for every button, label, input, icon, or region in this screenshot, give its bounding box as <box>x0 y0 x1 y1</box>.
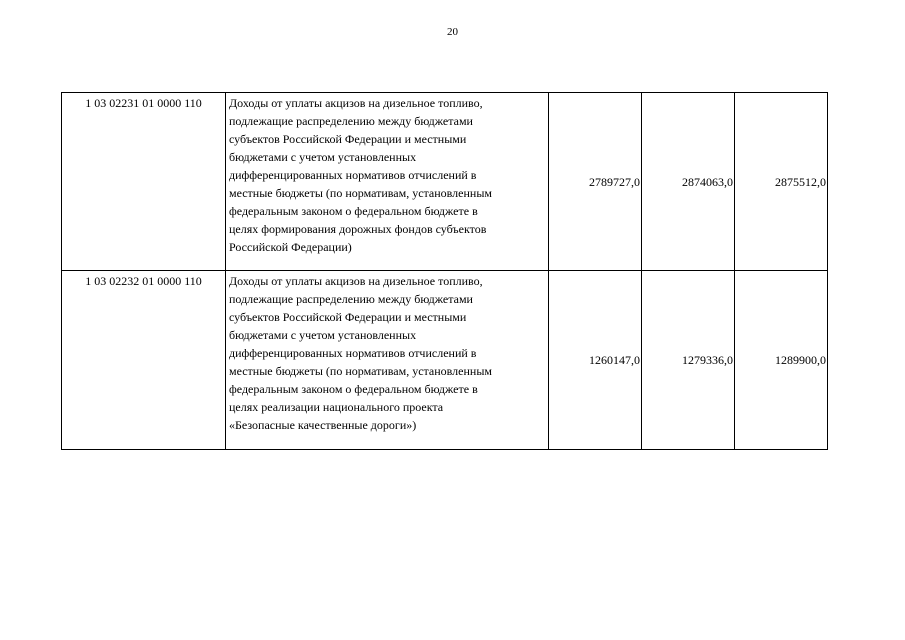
value-cell: 1260147,0 <box>549 271 642 450</box>
budget-code-cell: 1 03 02231 01 0000 110 <box>62 93 226 271</box>
description-line: местные бюджеты (по нормативам, установленным <box>229 364 492 378</box>
value-cell: 1289900,0 <box>735 271 828 450</box>
value-cell: 2789727,0 <box>549 93 642 271</box>
description-cell <box>226 93 549 271</box>
description-line: субъектов Российской Федерации и местными <box>229 132 467 146</box>
value-cell: 2874063,0 <box>642 93 735 271</box>
description-line: целях формирования дорожных фондов субъектов <box>229 222 487 236</box>
description-line: «Безопасные качественные дороги») <box>229 418 417 432</box>
description-line: Доходы от уплаты акцизов на дизельное топливо, <box>229 274 483 288</box>
description-line: бюджетами с учетом установленных <box>229 328 417 342</box>
table-row <box>62 271 828 450</box>
value-cell: 2875512,0 <box>735 93 828 271</box>
description-line: федеральным законом о федеральном бюджете в <box>229 382 478 396</box>
value-cell: 1279336,0 <box>642 271 735 450</box>
description-cell <box>226 271 549 450</box>
description-line: подлежащие распределению между бюджетами <box>229 114 473 128</box>
description-line: субъектов Российской Федерации и местными <box>229 310 467 324</box>
page-number: 20 <box>447 26 458 38</box>
description-line: бюджетами с учетом установленных <box>229 150 417 164</box>
description-line: дифференцированных нормативов отчислений в <box>229 168 477 182</box>
description-line: целях реализации национального проекта <box>229 400 444 414</box>
description-line: федеральным законом о федеральном бюджете в <box>229 204 478 218</box>
description-line: Российской Федерации) <box>229 240 352 254</box>
description-line: дифференцированных нормативов отчислений в <box>229 346 477 360</box>
description-line: подлежащие распределению между бюджетами <box>229 292 473 306</box>
budget-revenue-table <box>61 92 828 450</box>
budget-code-cell: 1 03 02232 01 0000 110 <box>62 271 226 450</box>
description-line: местные бюджеты (по нормативам, установленным <box>229 186 492 200</box>
table-row <box>62 93 828 271</box>
description-line: Доходы от уплаты акцизов на дизельное топливо, <box>229 96 483 110</box>
